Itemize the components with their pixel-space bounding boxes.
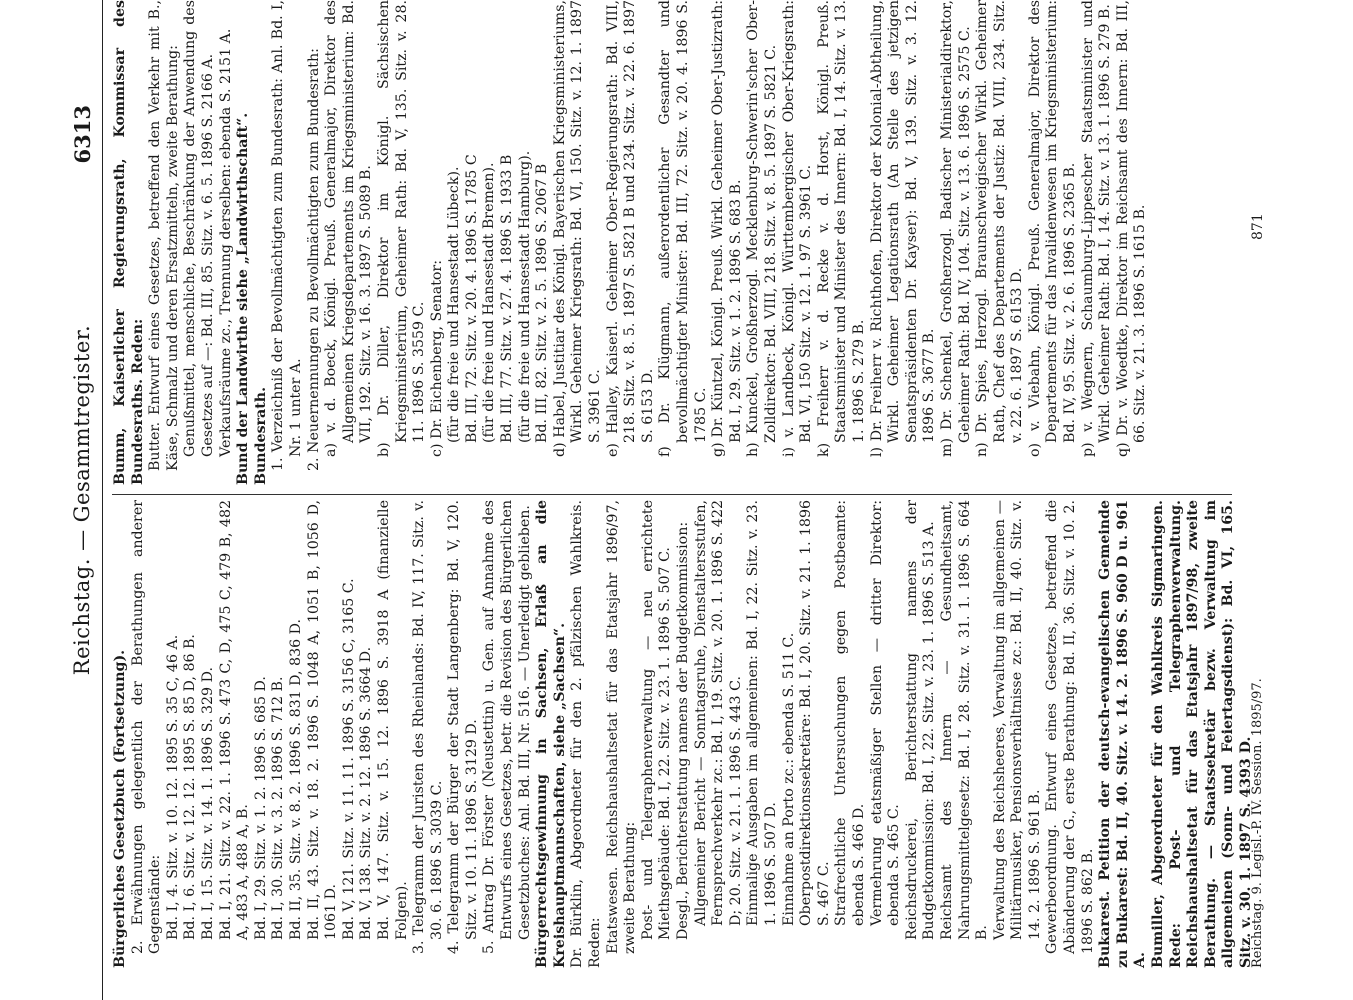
index-entry: i) v. Landbeck, Königl. Württembergischer Ober-Kriegsrath: Bd. VI, 150 Sitz. v. 12. 1. 97 S. 3961 C. — [780, 0, 815, 457]
index-entry: g) Dr. Küntzel, Königl. Preuß. Wirkl. Geheimer Ober-Justizrath: Bd. I, 29. Sitz. v. 1. 2. 1896 S. 683 B. — [710, 0, 744, 457]
index-entry: h) Kunckel, Großherzogl. Mecklenburg-Schwerin'scher Ober-Zolldirektor: Bd. VIII, 218. Sitz. v. 8. 5. 1897 S. 5821 C. — [745, 0, 779, 457]
index-entry: Allgemeiner Bericht — Sonntagsruhe, Dienstaltersstufen, Fernsprechverkehr zc.: Bd. I, 19. Sitz. v. 20. 1. 1896 S. 422 D; 20. Sitz. v. 21. 1. 1896 S. 443 C. — [692, 500, 744, 926]
index-entry: Bd. V, 121. Sitz. v. 11. 11. 1896 S. 3156 C, 3165 C. — [340, 578, 357, 940]
index-entry: Genußmittel, menschliche, Beschränkung der Anwendung des Gesetzes auf —: Bd. III, 85. Sitz. v. 6. 5. 1896 S. 2166 A. — [182, 0, 216, 457]
index-entry: Desgl., Berichterstattung namens der Budgetkommission: — [675, 521, 691, 940]
index-entry: l) Dr. Freiherr v. Richthofen, Direktor der Kolonial-Abtheilung, Wirkl. Geheimer Legationsrath (An Stelle des jetzigen Senatspräsidenten Dr. Kayser): Bd. V, 139. Sitz. v. 3. 12. 1896 S. 3677 B. — [868, 0, 938, 457]
running-title: Reichstag. — Gesammtregister. — [70, 324, 94, 676]
index-entry: (für die freie und Hansestadt Hamburg). — [516, 150, 533, 443]
page-number: 6313 — [70, 105, 95, 164]
index-entry: Bd. III, 72. Sitz. v. 20. 4. 1896 S. 1785 C — [463, 154, 480, 443]
index-entry: Dr. Bürklin, Abgeordneter für den 2. pfälzischen Wahlkreis. Reden: — [569, 500, 604, 968]
index-entry: 3. Telegramm der Juristen des Rheinlands: Bd. IV, 117. Sitz. v. 30. 6. 1896 S. 3039 C. — [411, 500, 445, 954]
index-entry: Bukarest. Petition der deutsch-evangelischen Gemeinde zu Bukarest: Bd. II, 40. Sitz. v. 14. 2. 1896 S. 960 D u. 961 A. — [1097, 500, 1149, 968]
index-entry: Bund der Landwirthe siehe „Landwirthschaft“. — [235, 112, 252, 485]
index-entry: m) Dr. Schenkel, Großherzogl. Badischer Ministerialdirektor, Geheimer Rath: Bd. IV, 104. Sitz. v. 13. 6. 1896 S. 2575 C. — [938, 0, 973, 457]
index-entry: k) Freiherr v. d. Recke v. d. Horst, Königl. Preuß. Staatsminister und Minister des Innern: Bd. I, 14. Sitz. v. 13. 1. 1896 S. 279 B. — [815, 0, 867, 457]
index-entry: Post- und Telegraphenverwaltung — neu errichtete Miethsgebäude: Bd. I, 22. Sitz. v. 23. 1. 1896 S. 507 C. — [639, 500, 674, 940]
index-entry: Vermehrung etatsmäßiger Stellen — dritter Direktor: ebenda S. 465 C. — [868, 500, 903, 926]
index-entry: b) Dr. Diller, Direktor im Königl. Sächsischen Kriegsministerium, Geheimer Rath: Bd. V, 135. Sitz. v. 28. 11. 1896 S. 3559 C. — [375, 0, 428, 457]
index-entry: Verwaltung des Reichsheeres, Verwaltung im allgemeinen — Militärmusiker, Pensionsverhältnisse zc.: Bd. II, 40. Sitz. v. 14. 2. 1896 S. 961 B. — [991, 500, 1043, 940]
index-entry: Bd. III, 77. Sitz. v. 27. 4. 1896 S. 1933 B — [499, 154, 516, 443]
index-entry: f) Dr. Klügmann, außerordentlicher Gesandter und bevollmächtigter Minister: Bd. III, 72. Sitz. v. 20. 4. 1896 S. 1785 C. — [657, 0, 709, 457]
index-entry: n) Dr. Spies, Herzogl. Braunschweigischer Wirkl. Geheimer Rath, Chef des Departements der Justiz: Bd. VIII, 234. Sitz. v. 22. 6. 1897 S. 6153 D. — [974, 0, 1026, 457]
column-divider — [112, 494, 1232, 495]
index-entry: Bd. I, 21. Sitz. v. 22. 1. 1896 S. 473 C, D, 475 C, 479 B, 482 A, 483 A, 488 A, B. — [217, 500, 252, 940]
index-entry: Bürgerliches Gesetzbuch (Fortsetzung). — [112, 649, 128, 968]
right-column — [112, 0, 1150, 485]
index-entry: 1. Verzeichniß der Bevollmächtigten zum Bundesrath: Anl. Bd. I, Nr. 1 unter A. — [270, 0, 304, 471]
index-entry: 4. Telegramm der Bürger der Stadt Langenberg: Bd. V, 120. Sitz. v. 10. 11. 1896 S. 3129 D. — [446, 500, 480, 954]
index-entry: Bd. I, 6. Sitz. v. 12. 12. 1895 S. 85 D, 86 B. — [182, 634, 199, 940]
index-entry: o) v. Viebahn, Königl. Preuß. Generalmajor, Direktor des Departements für das Invalidenwesen im Kriegsministerium: Bd. IV, 95. Sitz. v. 2. 6. 1896 S. 2365 B. — [1026, 0, 1079, 457]
index-entry: Bd. I, 29. Sitz. v. 1. 2. 1896 S. 685 D. — [252, 676, 269, 940]
index-entry: Butter. Entwurf eines Gesetzes, betreffend den Verkehr mit B., Käse, Schmalz und deren Ersatzmitteln, zweite Berathung: — [147, 0, 181, 471]
index-entry: a) v. d. Boeck, Königl. Preuß. Generalmajor, Direktor des Allgemeinen Kriegsdepartements im Kriegsministerium: Bd. VII, 192. Sitz. v. 16. 3. 1897 S. 5089 B. — [323, 0, 375, 457]
index-entry: Gewerbeordnung. Entwurf eines Gesetzes, betreffend die Abänderung der G., erste Berathung: Bd. II, 36. Sitz. v. 10. 2. 1896 S. 862 B. — [1044, 500, 1096, 954]
index-entry: Einmalige Ausgaben im allgemeinen: Bd. I, 22. Sitz. v. 23. 1. 1896 S. 507 D. — [745, 500, 779, 926]
signature-mark: 871 — [1250, 213, 1266, 240]
index-entry: Bd. I, 15. Sitz. v. 14. 1. 1896 S. 329 D. — [199, 667, 216, 940]
index-entry: Bd. I, 30. Sitz. v. 3. 2. 1896 S. 712 B. — [270, 676, 287, 940]
index-entry: p) v. Wegnern, Schaumburg-Lippescher Staatsminister und Wirkl. Geheimer Rath: Bd. I, 14. Sitz. v. 13. 1. 1896 S. 279 B. — [1079, 0, 1114, 457]
index-entry: (für die freie und Hansestadt Bremen). — [481, 162, 498, 443]
index-entry: Oberpostdirektionssekretäre: Bd. I, 20. Sitz. v. 21. 1. 1896 S. 467 C. — [798, 500, 832, 926]
index-entry: e) Halley, Kaiserl. Geheimer Ober-Regierungsrath: Bd. VIII, 218. Sitz. v. 8. 5. 1897 S. 5821 B und 234. Sitz. v. 22. 6. 1897 S. 6153 D. — [604, 0, 656, 457]
index-entry: Bumm, Kaiserlicher Regierungsrath, Kommissar des Bundesraths. Reden: — [112, 0, 146, 485]
index-entry: 2. Neuernennungen zu Bevollmächtigten zum Bundesrath: — [305, 48, 322, 471]
index-entry: Bd. II, 43. Sitz. v. 18. 2. 1896 S. 1048 A, 1051 B, 1056 D, 1061 D. — [305, 500, 340, 940]
index-entry: Bürgerrechtsgewinnung in Sachsen, Erlaß an die Kreishauptmannschaften, siehe „Sachsen“. — [534, 500, 568, 968]
index-entry: Bd. V, 147. Sitz. v. 15. 12. 1896 S. 3918 A (finanzielle Folgen). — [375, 500, 410, 940]
index-entry: 2. Erwähnungen gelegentlich der Berathungen anderer Gegenstände: — [129, 500, 164, 954]
index-entry: (für die freie und Hansestadt Lübeck). — [446, 166, 463, 443]
index-entry: c) Dr. Eichenberg, Senator: — [428, 260, 445, 457]
index-entry: Bumiller, Abgeordneter für den Wahlkreis Sigmaringen. Rede: Post- und Telegraphenverwaltung. Reichshaushaltsetat für das Etatsjahr 1897/98, zweite Berathung. — Staatssekretär bezw. Verwaltung im allgemeinen (Sonn- und Feiertagsdienst): Bd. VI, 165. Sitz. v. 30. 1. 1897 S. 4393 D. — [1150, 500, 1254, 968]
page-header — [62, 0, 103, 1000]
index-entry: Bd. III, 82. Sitz. v. 2. 5. 1896 S. 2067 B — [534, 163, 551, 443]
left-column — [112, 500, 1256, 968]
index-entry: Bd. II, 35. Sitz. v. 8. 2. 1896 S. 831 D, 836 D. — [287, 618, 304, 940]
index-entry: Strafrechtliche Untersuchungen gegen Postbeamte: ebenda S. 466 D. — [833, 500, 867, 926]
index-entry: Bd. V, 138. Sitz. v. 2. 12. 1896 S. 3664 D. — [358, 646, 375, 940]
index-entry: Etatswesen. Reichshaushaltsetat für das Etatsjahr 1896/97, zweite Berathung: — [604, 500, 639, 954]
index-entry: q) Dr. v. Woedtke, Direktor im Reichsamt des Innern: Bd. III, 66. Sitz. v. 21. 3. 1896 S. 1615 B. — [1114, 0, 1149, 457]
index-entry: 5. Antrag Dr. Förster (Neustettin) u. Gen. auf Annahme des Entwurfs eines Gesetzes, betr. die Revision des Bürgerlichen Gesetzbuches: Anl. Bd. III, Nr. 516. — Unerledigt geblieben. — [481, 500, 533, 954]
index-entry: Einnahme an Porto zc.: ebenda S. 511 C. — [780, 632, 797, 926]
footer-session: Reichstag. 9. Legisl.-P. IV. Session. 1895/97. — [1250, 678, 1265, 968]
index-entry: Reichsdruckerei, Berichterstattung namens der Budgetkommission: Bd. I, 22. Sitz. v. 23. 1. 1896 S. 513 A. — [903, 500, 938, 940]
index-entry: Verkaufsräume zc., Trennung derselben: ebenda S. 2151 A. — [217, 28, 234, 457]
index-entry: Bd. I, 4. Sitz. v. 10. 12. 1895 S. 35 C, 46 A. — [164, 634, 181, 940]
index-entry: d) Habel, Justitiar des Königl. Bayerischen Kriegsministeriums, Wirkl. Geheimer Kriegsrath: Bd. VI, 150. Sitz. v. 12. 1. 1897 S. 3961 C. — [551, 0, 604, 457]
index-entry: Reichsamt des Innern — Gesundheitsamt, Nahrungsmittelgesetz: Bd. I, 28. Sitz. v. 31. 1. 1896 S. 664 B. — [938, 500, 991, 940]
index-entry: Bundesrath. — [252, 386, 269, 485]
